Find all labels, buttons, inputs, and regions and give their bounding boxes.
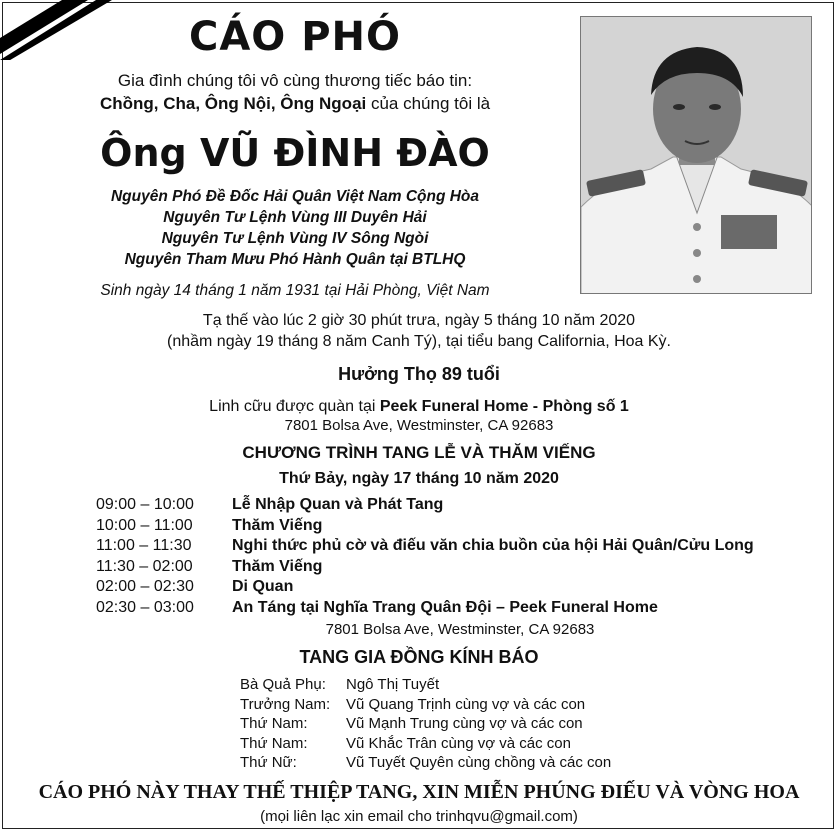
family-row [240,696,611,716]
schedule-row [96,578,754,599]
schedule-event: Nghi thức phủ cờ và điếu văn chia buồn của hội Hải Quân/Cửu Long [232,537,754,555]
schedule-event: Lễ Nhập Quan và Phát Tang [232,496,444,513]
family-relation: Thứ Nam: [240,715,308,733]
family-row [240,754,611,774]
schedule-time: 11:30 – 02:00 [96,557,193,575]
title-line: Nguyên Phó Đề Đốc Hải Quân Việt Nam Cộng Hòa [110,188,480,205]
schedule-event: Thăm Viếng [232,516,323,534]
birth-info: Sinh ngày 14 tháng 1 năm 1931 tại Hải Phòng, Việt Nam [100,282,490,299]
viewing-place: Peek Funeral Home - Phòng số 1 [379,398,629,415]
schedule-time: 11:00 – 11:30 [96,537,192,555]
program-date: Thứ Bảy, ngày 17 tháng 10 năm 2020 [279,470,559,487]
viewing-location [0,398,838,416]
intro-line-2-rest: của chúng tôi là [366,94,491,113]
schedule-row [96,496,754,517]
schedule-event: An Táng tại Nghĩa Trang Quân Đội – Peek Funeral Home [232,598,658,616]
title-line: Nguyên Tư Lệnh Vùng IV Sông Ngòi [161,230,429,247]
schedule-time: 09:00 – 10:00 [96,496,194,513]
mourning-ribbon-icon [0,0,120,60]
family-relation: Thứ Nữ: [240,754,297,772]
schedule-row [96,517,754,538]
burial-address: 7801 Bolsa Ave, Westminster, CA 92683 [325,621,595,638]
family-relation: Bà Quả Phụ: [240,676,326,693]
viewing-address: 7801 Bolsa Ave, Westminster, CA 92683 [284,417,554,434]
family-names: Vũ Mạnh Trung cùng vợ và các con [346,715,583,733]
death-info-line-1: Tạ thế vào lúc 2 giờ 30 phút trưa, ngày 5 tháng 10 năm 2020 [202,312,636,329]
contact-info: (mọi liên lạc xin email cho trinhqvu@gmail.com) [260,808,578,825]
family-row [240,735,611,755]
title-line: Nguyên Tư Lệnh Vùng III Duyên Hải [163,209,427,226]
family-names: Vũ Quang Trịnh cùng vợ và các con [346,695,586,713]
schedule-row [96,537,754,558]
schedule-row [96,599,754,620]
family-names: Vũ Khắc Trân cùng vợ và các con [346,734,571,752]
notice-banner: CÁO PHÓ NÀY THAY THẾ THIỆP TANG, XIN MIỄN PHÚNG ĐIẾU VÀ VÒNG HOA [38,781,800,803]
family-list [240,676,611,774]
schedule-event: Di Quan [232,578,294,596]
deceased-name: Ông VŨ ĐÌNH ĐÀO [100,131,490,175]
program-title: CHƯƠNG TRÌNH TANG LỄ VÀ THĂM VIẾNG [242,443,596,462]
family-names: Ngô Thị Tuyết [346,676,440,693]
family-title: TANG GIA ĐỒNG KÍNH BÁO [299,647,539,667]
family-row [240,676,611,696]
schedule-time: 10:00 – 11:00 [96,516,193,534]
schedule-event: Thăm Viếng [232,557,323,575]
portrait-photo [580,16,812,294]
intro-line-2 [60,94,530,114]
schedule-list [96,496,754,620]
portrait-image-icon [581,17,812,294]
schedule-row [96,558,754,579]
intro-line-1: Gia đình chúng tôi vô cùng thương tiếc báo tin: [117,71,473,90]
family-row [240,715,611,735]
schedule-time: 02:00 – 02:30 [96,578,194,596]
family-relation: Trưởng Nam: [240,695,331,713]
title-line: Nguyên Tham Mưu Phó Hành Quân tại BTLHQ [124,251,466,268]
schedule-time: 02:30 – 03:00 [96,598,194,616]
viewing-prefix: Linh cữu được quàn tại [209,398,380,415]
relations-text: Chồng, Cha, Ông Nội, Ông Ngoại [99,94,367,113]
family-relation: Thứ Nam: [240,734,308,752]
family-names: Vũ Tuyết Quyên cùng chồng và các con [346,754,612,772]
page-title: CÁO PHÓ [188,14,402,60]
age-at-death: Hưởng Thọ 89 tuổi [338,364,500,384]
deceased-titles [60,186,530,270]
death-info-line-2: (nhầm ngày 19 tháng 8 năm Canh Tý), tại tiểu bang California, Hoa Kỳ. [167,333,671,350]
